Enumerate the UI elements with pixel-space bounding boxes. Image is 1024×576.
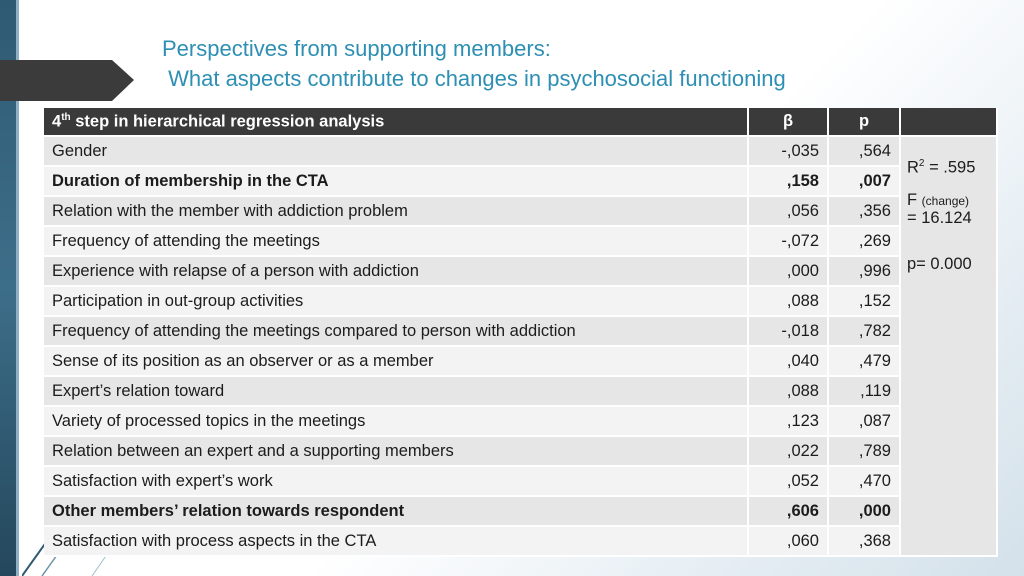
row-p: ,356 <box>828 196 900 226</box>
row-p: ,007 <box>828 166 900 196</box>
row-label: Expert’s relation toward <box>44 376 748 406</box>
title-arrow-tab <box>0 60 134 101</box>
row-beta: ,052 <box>748 466 828 496</box>
slide-title <box>162 34 786 94</box>
row-p: ,119 <box>828 376 900 406</box>
table-row <box>44 406 997 436</box>
row-label: Relation with the member with addiction problem <box>44 196 748 226</box>
row-label: Participation in out-group activities <box>44 286 748 316</box>
table-row <box>44 466 997 496</box>
header-p: p <box>828 108 900 136</box>
row-beta: -,035 <box>748 136 828 166</box>
row-p: ,000 <box>828 496 900 526</box>
row-label: Frequency of attending the meetings <box>44 226 748 256</box>
row-label: Experience with relapse of a person with addiction <box>44 256 748 286</box>
row-p: ,782 <box>828 316 900 346</box>
row-beta: ,123 <box>748 406 828 436</box>
f-change-value: = 16.124 <box>907 208 972 227</box>
row-p: ,368 <box>828 526 900 556</box>
row-label: Satisfaction with expert’s work <box>44 466 748 496</box>
table-row <box>44 436 997 466</box>
row-beta: ,056 <box>748 196 828 226</box>
table-header-row <box>44 108 997 136</box>
table-row <box>44 256 997 286</box>
row-p: ,479 <box>828 346 900 376</box>
row-beta: ,022 <box>748 436 828 466</box>
row-label: Sense of its position as an observer or as a member <box>44 346 748 376</box>
model-statistics <box>900 136 997 556</box>
row-beta: ,606 <box>748 496 828 526</box>
row-p: ,269 <box>828 226 900 256</box>
row-label: Frequency of attending the meetings compared to person with addiction <box>44 316 748 346</box>
header-empty <box>900 108 997 136</box>
row-label: Satisfaction with process aspects in the CTA <box>44 526 748 556</box>
table-row <box>44 316 997 346</box>
f-change-label: F (change) <box>907 190 970 209</box>
table-row <box>44 226 997 256</box>
row-label: Gender <box>44 136 748 166</box>
table-row <box>44 346 997 376</box>
table-row <box>44 526 997 556</box>
row-beta: ,088 <box>748 376 828 406</box>
row-beta: -,018 <box>748 316 828 346</box>
row-label: Duration of membership in the CTA <box>44 166 748 196</box>
row-p: ,996 <box>828 256 900 286</box>
table-row <box>44 286 997 316</box>
title-line-1: Perspectives from supporting members: <box>162 36 551 61</box>
r-squared: $R^2 = .595$ <box>907 158 976 177</box>
table-row <box>44 136 997 166</box>
row-beta: ,060 <box>748 526 828 556</box>
row-beta: ,000 <box>748 256 828 286</box>
title-line-2: What aspects contribute to changes in psychosocial functioning <box>162 66 786 91</box>
row-p: ,152 <box>828 286 900 316</box>
row-label: Variety of processed topics in the meetings <box>44 406 748 436</box>
header-step-label: 4th step in hierarchical regression analysis <box>44 108 748 136</box>
row-beta: ,040 <box>748 346 828 376</box>
row-p: ,087 <box>828 406 900 436</box>
table-row <box>44 166 997 196</box>
row-beta: -,072 <box>748 226 828 256</box>
row-p: ,470 <box>828 466 900 496</box>
p-value: p= 0.000 <box>907 254 972 273</box>
row-label: Relation between an expert and a supporting members <box>44 436 748 466</box>
row-beta: ,088 <box>748 286 828 316</box>
row-p: ,564 <box>828 136 900 166</box>
regression-table <box>44 108 998 557</box>
row-p: ,789 <box>828 436 900 466</box>
header-beta: β <box>748 108 828 136</box>
table-row <box>44 376 997 406</box>
row-label: Other members’ relation towards respondent <box>44 496 748 526</box>
row-beta: ,158 <box>748 166 828 196</box>
table-row <box>44 496 997 526</box>
table-row <box>44 196 997 226</box>
